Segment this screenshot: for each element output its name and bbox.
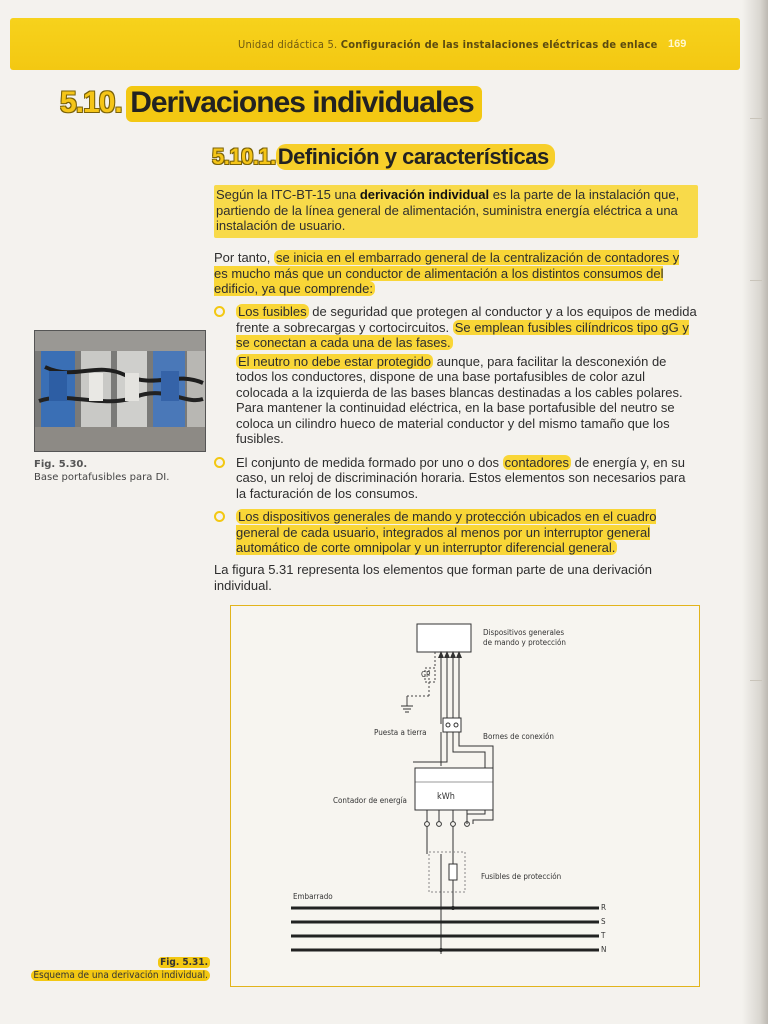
margin-mark	[750, 118, 762, 119]
figure-5-31-number: Fig. 5.31.	[160, 957, 208, 968]
bullet1-text: de seguridad que protegen al conductor y a los equipos de medida frente a sobrecargas y cortocircuitos.	[236, 304, 697, 335]
bullet-list	[214, 304, 698, 564]
phase-label-r: R	[601, 903, 606, 912]
paragraph2-highlight: se inicia en el embarrado general de la centralización de contadores y es mucho más que un conductor de alimentación a los distintos consumos del edificio, ya que comprende:	[214, 250, 680, 296]
label-fuses: Fusibles de protección	[481, 872, 562, 881]
bullet-item-dispositivos	[214, 509, 698, 556]
bullet1-highlight-2: Se emplean fusibles cilíndricos tipo gG y se conectan a cada una de las fases.	[236, 319, 689, 350]
margin-mark	[750, 280, 762, 281]
label-busbar: Embarrado	[293, 892, 333, 901]
figure-5-30-caption	[34, 458, 169, 484]
figure-5-30-text: Base portafusibles para DI.	[34, 472, 170, 483]
subsection-title	[212, 144, 555, 170]
bullet-circle-icon	[214, 306, 225, 317]
running-header	[238, 38, 658, 51]
bullet-item-fusibles	[214, 304, 698, 447]
phase-label-t: T	[601, 931, 606, 940]
derivation-diagram	[230, 605, 700, 987]
label-dgmp-line1: Dispositivos generales	[483, 628, 565, 637]
margin-mark	[750, 680, 762, 681]
bullet1-highlight: Los fusibles	[238, 304, 307, 319]
label-kwh: kWh	[437, 792, 455, 802]
bullet2-highlight: contadores	[504, 454, 569, 470]
section-name: Derivaciones individuales	[126, 86, 481, 122]
section-number: 5.10.	[60, 86, 122, 119]
intro-bold-term: derivación individual	[359, 187, 490, 202]
paragraph-por-tanto	[214, 250, 696, 297]
bullet-circle-icon	[214, 457, 225, 468]
bullet2-text-start: El conjunto de medida formado por uno o dos	[236, 454, 503, 470]
label-meter: Contador de energía	[333, 796, 407, 805]
fuse-base-photo	[34, 330, 206, 452]
header-title: Configuración de las instalaciones eléctricas de enlace	[340, 38, 658, 51]
figure-5-30-number: Fig. 5.30.	[34, 459, 88, 470]
subsection-name: Definición y características	[276, 144, 555, 170]
phase-label-n: N	[601, 945, 607, 954]
figure-5-31-caption	[31, 956, 210, 982]
subsection-number: 5.10.1.	[212, 144, 276, 169]
label-terminals: Bornes de conexión	[483, 732, 554, 741]
fuse-base-photo-drawing	[35, 331, 205, 451]
label-earth: Puesta a tierra	[374, 728, 427, 737]
bullet1-sub-text: aunque, para facilitar la desconexión de todos los conductores, dispone de una base portafusibles de color azul colocada a la izquierda de las bases blancas destinadas a los cables polares. Para mantener la continuidad eléctrica, en la base portafusible del neutro se coloca un cilindro hueco de material conductor y del mismo tamaño que los fusibles.	[236, 353, 683, 446]
bullet-item-contadores	[214, 455, 698, 502]
bullet2-text-end: de energía y, en su caso, un reloj de discriminación horaria. Estos elementos son necesarios para la facturación de los consumos.	[236, 454, 686, 501]
label-cp: CP	[421, 670, 431, 679]
figure-5-31-text: Esquema de una derivación individual.	[33, 970, 208, 981]
page-number: 169	[668, 38, 687, 50]
bullet-circle-icon	[214, 511, 225, 522]
header-unit: Unidad didáctica 5.	[238, 38, 338, 51]
bullet1-sub-highlight: El neutro no debe estar protegido	[238, 353, 431, 369]
bullet3-highlight: Los dispositivos generales de mando y protección ubicados en el cuadro general de cada usuario, integrados al menos por un interruptor general automático de corte omnipolar y un interruptor diferencial general.	[236, 509, 657, 555]
page-edge	[742, 0, 768, 1024]
section-title	[60, 86, 482, 126]
paragraph2-lead: Por tanto,	[214, 250, 274, 265]
phase-label-s: S	[601, 917, 606, 926]
label-dgmp-line2: de mando y protección	[483, 638, 566, 647]
intro-text-end: es la parte de la instalación que, partiendo de la línea general de alimentación, suministra energía eléctrica a una instalación de usuario.	[216, 187, 680, 233]
intro-paragraph	[214, 185, 698, 238]
figure-reference-paragraph: La figura 5.31 representa los elementos que forman parte de una derivación individual.	[214, 562, 652, 593]
intro-text-start: Según la ITC-BT-15 una	[216, 187, 360, 202]
label-dgmp	[483, 628, 566, 648]
derivation-diagram-drawing	[231, 606, 699, 986]
